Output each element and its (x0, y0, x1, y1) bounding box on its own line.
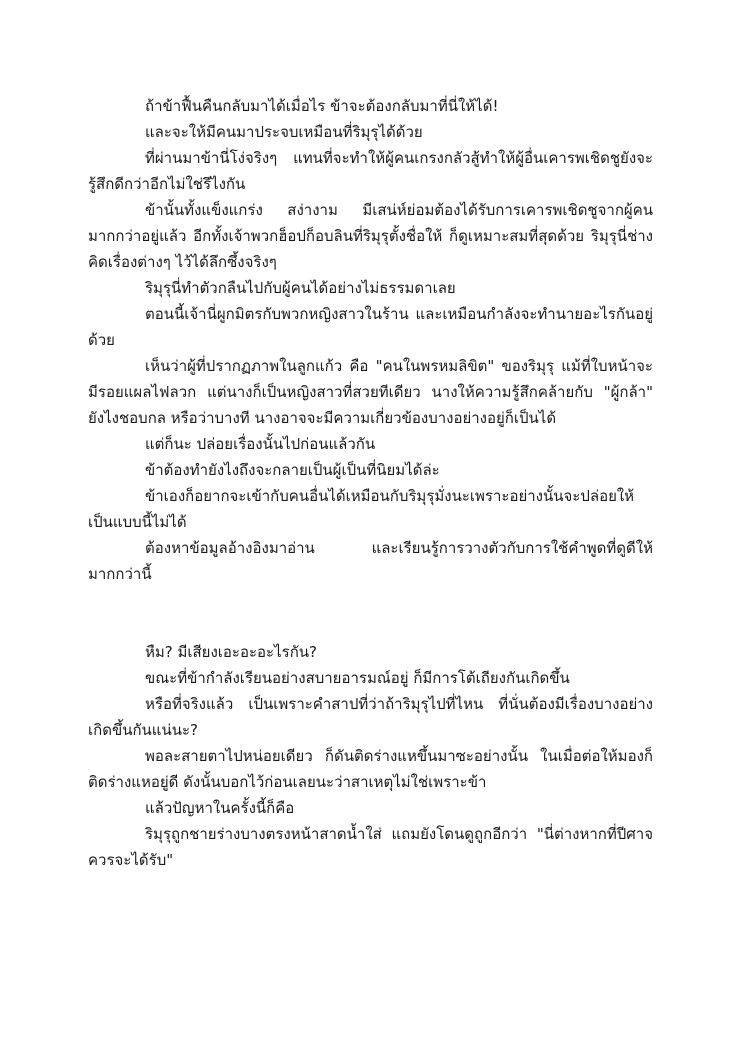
paragraph: ที่ผ่านมาข้านี่โง่จริงๆ แทนที่จะทำให้ผู้คนเกรงกลัวสู้ทำให้ผู้อื่นเคารพเชิดชูยังจะรู้สึกดีกว่าอีกไม่ใช่รึไงกัน (88, 149, 653, 193)
paragraph: ถ้าข้าฟื้นคืนกลับมาได้เมื่อไร ข้าจะต้องกลับมาที่นี่ให้ได้! (145, 97, 499, 115)
paragraph: พอละสายตาไปหน่อยเดียว ก็ดันติดร่างแหขึ้นมาซะอย่างนั้น ในเมื่อต่อให้มองก็ติดร่างแหอยู่ดี ดังนั้นบอกไว้ก่อนเลยนะว่าสาเหตุไม่ใช่เพราะข้า (88, 747, 653, 791)
body-text (88, 93, 653, 873)
paragraph: ต้องหาข้อมูลอ้างอิงมาอ่าน และเรียนรู้การวางตัวกับการใช้คำพูดที่ดูดีให้มากกว่านี้ (88, 539, 653, 583)
paragraph: หรือที่จริงแล้ว เป็นเพราะคำสาปที่ว่าถ้าริมุรุไปที่ไหน ที่นั่นต้องมีเรื่องบางอย่างเกิดขึ้นกันแน่นะ? (88, 695, 653, 739)
paragraph: แล้วปัญหาในครั้งนี้ก็คือ (145, 799, 295, 817)
paragraph: ริมุรุนี่ทำตัวกลืนไปกับผู้คนได้อย่างไม่ธรรมดาเลย (145, 279, 456, 297)
paragraph: ริมุรุถูกชายร่างบางตรงหน้าสาดน้ำใส่ แถมยังโดนดูถูกอีกว่า "นี่ต่างหากที่ปีศาจควรจะได้รับ" (88, 825, 653, 869)
paragraph: ข้าต้องทำยังไงถึงจะกลายเป็นผู้เป็นที่นิยมได้ล่ะ (145, 461, 440, 479)
paragraph: หืม? มีเสียงเอะอะอะไรกัน? (145, 643, 318, 661)
paragraph: ข้าเองก็อยากจะเข้ากับคนอื่นได้เหมือนกับริมุรุมั่งนะเพราะอย่างนั้นจะปล่อยให้เป็นแบบนี้ไม่ได้ (88, 487, 635, 531)
paragraph: ขณะที่ข้ากำลังเรียนอย่างสบายอารมณ์อยู่ ก็มีการโต้เถียงกันเกิดขึ้น (145, 669, 570, 687)
paragraph: ตอนนี้เจ้านี่ผูกมิตรกับพวกหญิงสาวในร้าน และเหมือนกำลังจะทำนายอะไรกันอยู่ด้วย (88, 305, 653, 349)
paragraph: ข้านั้นทั้งแข็งแกร่ง สง่างาม มีเสน่ห์ย่อมต้องได้รับการเคารพเชิดชูจากผู้คนมากกว่าอยู่แล้ว อีกทั้งเจ้าพวกฮ็อปก็อบลินที่ริมุรุตั้งชื่อให้ ก็ดูเหมาะสมที่สุดด้วย ริมุรุนี่ช่างคิดเรื่องต่างๆ ไว้ได้ลึกซึ้งจริงๆ (88, 201, 653, 271)
section-break (88, 587, 653, 639)
paragraph: แต่ก็นะ ปล่อยเรื่องนั้นไปก่อนแล้วกัน (145, 435, 376, 453)
paragraph: เห็นว่าผู้ที่ปรากฏภาพในลูกแก้ว คือ "คนในพรหมลิขิต" ของริมุรุ แม้ที่ใบหน้าจะมีรอยแผลไฟลวก แต่นางก็เป็นหญิงสาวที่สวยทีเดียว นางให้ความรู้สึกคล้ายกับ "ผู้กล้า" ยังไงชอบกล หรือว่าบางที นางอาจจะมีความเกี่ยวข้องบางอย่างอยู่ก็เป็นได้ (88, 357, 653, 427)
paragraph: และจะให้มีคนมาประจบเหมือนที่ริมุรุได้ด้วย (145, 123, 423, 141)
